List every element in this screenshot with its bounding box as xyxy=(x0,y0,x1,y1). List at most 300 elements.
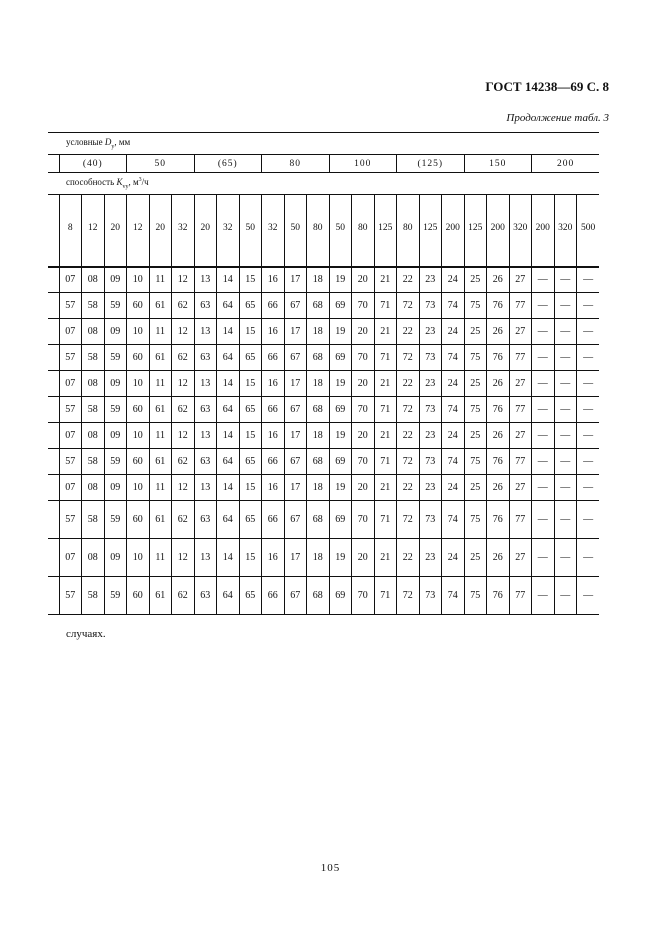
table-cell: 26 xyxy=(487,371,510,397)
table-cell: 13 xyxy=(194,423,217,449)
table-cell: 61 xyxy=(149,345,172,371)
table-row xyxy=(48,371,599,397)
dn-label-row xyxy=(48,133,599,155)
table-cell: 59 xyxy=(104,345,127,371)
table-cell: 71 xyxy=(374,449,397,475)
kv-value-header: 12 xyxy=(82,195,105,262)
table-cell: — xyxy=(577,293,600,319)
table-cell: — xyxy=(554,371,577,397)
table-cell: — xyxy=(554,501,577,539)
table-cell: 14 xyxy=(217,319,240,345)
table-cell: — xyxy=(577,319,600,345)
table-cell: — xyxy=(554,423,577,449)
table-cell: 16 xyxy=(262,267,285,293)
table-cell: 70 xyxy=(352,293,375,319)
table-cell: 57 xyxy=(59,293,82,319)
table-cell: 57 xyxy=(59,345,82,371)
table-cell: 15 xyxy=(239,371,262,397)
table-cell: — xyxy=(554,267,577,293)
table-cell: 66 xyxy=(262,397,285,423)
kv-value-header: 50 xyxy=(239,195,262,262)
table-cell: — xyxy=(554,345,577,371)
kv-value-header: 80 xyxy=(352,195,375,262)
table-cell: 66 xyxy=(262,293,285,319)
table-cell: 70 xyxy=(352,501,375,539)
table-cell: 64 xyxy=(217,449,240,475)
table-cell: 14 xyxy=(217,371,240,397)
table-cell: — xyxy=(577,371,600,397)
table-row xyxy=(48,577,599,615)
table-cell: 68 xyxy=(307,293,330,319)
table-cell: 11 xyxy=(149,267,172,293)
table-cell: 20 xyxy=(352,371,375,397)
table-cell: 22 xyxy=(397,423,420,449)
table-cell: 69 xyxy=(329,293,352,319)
table-cell: 20 xyxy=(352,267,375,293)
table-cell: 74 xyxy=(442,345,465,371)
table-cell: 65 xyxy=(239,293,262,319)
kv-value-header: 20 xyxy=(104,195,127,262)
table-cell: — xyxy=(532,539,555,577)
table-cell: 20 xyxy=(352,475,375,501)
table-cell: 63 xyxy=(194,345,217,371)
table-cell: 11 xyxy=(149,423,172,449)
table-cell: 25 xyxy=(464,267,487,293)
table-cell: 72 xyxy=(397,397,420,423)
table-cell: 12 xyxy=(172,423,195,449)
table-cell: 17 xyxy=(284,371,307,397)
table-cell: 16 xyxy=(262,423,285,449)
table-cell: 67 xyxy=(284,449,307,475)
table-cell: 75 xyxy=(464,397,487,423)
table-cell: 09 xyxy=(104,267,127,293)
table-cell: 64 xyxy=(217,293,240,319)
table-cell: 61 xyxy=(149,449,172,475)
table-cell: 26 xyxy=(487,475,510,501)
dn-group-header: (65) xyxy=(194,155,262,173)
table-cell: 15 xyxy=(239,475,262,501)
valve-code-table xyxy=(48,132,599,615)
table-cell: — xyxy=(577,423,600,449)
kv-label: способность $K_{vy}$, $м^3/ч$ xyxy=(66,177,149,190)
table-cell: 74 xyxy=(442,577,465,615)
table-cell: 63 xyxy=(194,293,217,319)
table-cell: 60 xyxy=(127,345,150,371)
table-cell: 62 xyxy=(172,449,195,475)
table-cell: 19 xyxy=(329,423,352,449)
table-cell: 08 xyxy=(82,423,105,449)
table-cell: 19 xyxy=(329,371,352,397)
table-cell: 17 xyxy=(284,267,307,293)
table-cell: 60 xyxy=(127,449,150,475)
table-cell: 07 xyxy=(59,423,82,449)
table-cell: — xyxy=(532,449,555,475)
table-cell: 21 xyxy=(374,371,397,397)
dn-group-header: 100 xyxy=(329,155,397,173)
table-cell: 61 xyxy=(149,293,172,319)
table-cell: 08 xyxy=(82,539,105,577)
table-cell: — xyxy=(554,475,577,501)
table-cell: — xyxy=(577,475,600,501)
table-cell: 71 xyxy=(374,293,397,319)
table-cell: — xyxy=(577,345,600,371)
dn-group-header: 150 xyxy=(464,155,532,173)
table-cell: 71 xyxy=(374,501,397,539)
table-cell: 72 xyxy=(397,501,420,539)
table-cell: 15 xyxy=(239,539,262,577)
table-cell: 12 xyxy=(172,319,195,345)
table-cell: 16 xyxy=(262,371,285,397)
table-cell: 22 xyxy=(397,319,420,345)
table-cell: 27 xyxy=(509,371,532,397)
table-cell: 64 xyxy=(217,397,240,423)
table-cell: 11 xyxy=(149,475,172,501)
table-cell: 10 xyxy=(127,475,150,501)
table-cell: 09 xyxy=(104,539,127,577)
table-cell: 13 xyxy=(194,267,217,293)
table-row xyxy=(48,293,599,319)
table-cell: 13 xyxy=(194,319,217,345)
table-cell: 21 xyxy=(374,319,397,345)
table-cell: 20 xyxy=(352,539,375,577)
table-cell: 15 xyxy=(239,319,262,345)
table-cell: 18 xyxy=(307,423,330,449)
table-cell: 19 xyxy=(329,539,352,577)
dn-group-header: 200 xyxy=(532,155,600,173)
table-cell: 72 xyxy=(397,577,420,615)
table-row xyxy=(48,267,599,293)
table-cell: 58 xyxy=(82,577,105,615)
page-number: 105 xyxy=(320,862,341,874)
table-cell: 68 xyxy=(307,345,330,371)
table-cell: 70 xyxy=(352,397,375,423)
table-cell: 19 xyxy=(329,267,352,293)
table-cell: 12 xyxy=(172,475,195,501)
table-cell: 20 xyxy=(352,423,375,449)
kv-value-header: 50 xyxy=(329,195,352,262)
table-cell: 69 xyxy=(329,345,352,371)
table-cell: 14 xyxy=(217,539,240,577)
table-cell: — xyxy=(532,475,555,501)
table-cell: 07 xyxy=(59,319,82,345)
table-cell: 22 xyxy=(397,475,420,501)
table-cell: 27 xyxy=(509,423,532,449)
table-cell: 57 xyxy=(59,501,82,539)
table-cell: 26 xyxy=(487,267,510,293)
table-cell: 71 xyxy=(374,577,397,615)
kv-value-header: 8 xyxy=(59,195,82,262)
table-cell: 68 xyxy=(307,577,330,615)
table-cell: 18 xyxy=(307,371,330,397)
table-cell: 73 xyxy=(419,345,442,371)
table-cell: 69 xyxy=(329,577,352,615)
table-cell: 76 xyxy=(487,501,510,539)
table-cell: 69 xyxy=(329,501,352,539)
table-cell: 15 xyxy=(239,423,262,449)
page-header: ГОСТ 14238—69 С. 8 xyxy=(485,79,609,94)
table-cell: 26 xyxy=(487,423,510,449)
table-cell: 75 xyxy=(464,501,487,539)
kv-label-row xyxy=(48,173,599,195)
table-cell: 18 xyxy=(307,319,330,345)
table-cell: 24 xyxy=(442,267,465,293)
kv-value-header: 20 xyxy=(194,195,217,262)
table-row xyxy=(48,501,599,539)
table-cell: 76 xyxy=(487,449,510,475)
kv-value-header: 32 xyxy=(172,195,195,262)
table-cell: 75 xyxy=(464,293,487,319)
table-cell: 71 xyxy=(374,397,397,423)
table-cell: 60 xyxy=(127,293,150,319)
table-cell: 12 xyxy=(172,267,195,293)
table-cell: — xyxy=(577,397,600,423)
table-cell: 69 xyxy=(329,397,352,423)
table-cell: 14 xyxy=(217,423,240,449)
table-row xyxy=(48,539,599,577)
table-cell: 60 xyxy=(127,501,150,539)
table-cell: 15 xyxy=(239,267,262,293)
table-cell: 59 xyxy=(104,293,127,319)
kv-value-header: 500 xyxy=(577,195,600,262)
table-cell: — xyxy=(532,501,555,539)
kv-value-header: 200 xyxy=(442,195,465,262)
table-cell: 10 xyxy=(127,371,150,397)
table-cell: 16 xyxy=(262,319,285,345)
table-cell: 24 xyxy=(442,475,465,501)
table-cell: 17 xyxy=(284,539,307,577)
table-cell: 75 xyxy=(464,577,487,615)
kv-value-header: 32 xyxy=(262,195,285,262)
dn-group-header: (125) xyxy=(397,155,465,173)
table-cell: 09 xyxy=(104,475,127,501)
table-cell: 25 xyxy=(464,319,487,345)
table-cell: 67 xyxy=(284,397,307,423)
dn-group-header: 50 xyxy=(127,155,195,173)
table-cell: 24 xyxy=(442,423,465,449)
table-cell: 70 xyxy=(352,345,375,371)
table-cell: 57 xyxy=(59,397,82,423)
table-cell: 25 xyxy=(464,539,487,577)
table-cell: 67 xyxy=(284,293,307,319)
table-cell: 77 xyxy=(509,449,532,475)
table-cell: 09 xyxy=(104,423,127,449)
table-cell: — xyxy=(554,539,577,577)
table-cell: 25 xyxy=(464,371,487,397)
table-cell: 65 xyxy=(239,397,262,423)
table-cell: 24 xyxy=(442,319,465,345)
table-cell: 67 xyxy=(284,501,307,539)
table-cell: — xyxy=(532,319,555,345)
table-cell: 63 xyxy=(194,397,217,423)
kv-value-header: 80 xyxy=(307,195,330,262)
kv-value-header: 12 xyxy=(127,195,150,262)
table-cell: — xyxy=(532,577,555,615)
table-cell: 07 xyxy=(59,267,82,293)
table-cell: 12 xyxy=(172,539,195,577)
table-cell: 67 xyxy=(284,577,307,615)
table-cell: 59 xyxy=(104,501,127,539)
table-cell: 72 xyxy=(397,293,420,319)
table-cell: 21 xyxy=(374,475,397,501)
table-cell: — xyxy=(554,397,577,423)
table-cell: 61 xyxy=(149,501,172,539)
table-cell: — xyxy=(577,539,600,577)
table-cell: 21 xyxy=(374,267,397,293)
table-cell: — xyxy=(532,371,555,397)
table-cell: 65 xyxy=(239,345,262,371)
table-cell: 14 xyxy=(217,267,240,293)
table-cell: 17 xyxy=(284,319,307,345)
table-cell: 74 xyxy=(442,293,465,319)
table-cell: 65 xyxy=(239,501,262,539)
table-cell: 62 xyxy=(172,293,195,319)
table-cell: 62 xyxy=(172,345,195,371)
table-cell: 19 xyxy=(329,319,352,345)
table-cell: 64 xyxy=(217,501,240,539)
table-cell: 77 xyxy=(509,501,532,539)
table-cell: 27 xyxy=(509,475,532,501)
table-row xyxy=(48,345,599,371)
table-cell: 18 xyxy=(307,267,330,293)
table-cell: 74 xyxy=(442,501,465,539)
table-cell: 07 xyxy=(59,475,82,501)
kv-value-header: 125 xyxy=(419,195,442,262)
table-cell: — xyxy=(554,319,577,345)
kv-value-header: 125 xyxy=(374,195,397,262)
table-cell: 58 xyxy=(82,501,105,539)
table-cell: — xyxy=(554,293,577,319)
table-cell: 76 xyxy=(487,345,510,371)
table-cell: 58 xyxy=(82,293,105,319)
dn-label: условные $D_y$, мм xyxy=(66,137,131,150)
kv-value-header: 200 xyxy=(532,195,555,262)
table-cell: 14 xyxy=(217,475,240,501)
kv-value-header: 320 xyxy=(554,195,577,262)
table-cell: 58 xyxy=(82,397,105,423)
table-cell: 23 xyxy=(419,267,442,293)
table-cell: 10 xyxy=(127,267,150,293)
table-cell: 75 xyxy=(464,449,487,475)
table-cell: 20 xyxy=(352,319,375,345)
table-cell: 09 xyxy=(104,371,127,397)
table-cell: — xyxy=(577,577,600,615)
table-cell: 62 xyxy=(172,397,195,423)
table-cell: 73 xyxy=(419,293,442,319)
table-cell: 21 xyxy=(374,423,397,449)
table-cell: 10 xyxy=(127,319,150,345)
table-cell: — xyxy=(577,267,600,293)
table-cell: 69 xyxy=(329,449,352,475)
table-cell: 60 xyxy=(127,577,150,615)
table-cell: 13 xyxy=(194,475,217,501)
table-cell: 73 xyxy=(419,501,442,539)
table-cell: 57 xyxy=(59,577,82,615)
table-cell: 23 xyxy=(419,539,442,577)
table-cell: 16 xyxy=(262,475,285,501)
table-row xyxy=(48,449,599,475)
table-cell: 76 xyxy=(487,397,510,423)
table-cell: 08 xyxy=(82,475,105,501)
table-cell: 64 xyxy=(217,345,240,371)
dn-group-header: (40) xyxy=(59,155,127,173)
table-cell: 66 xyxy=(262,345,285,371)
table-cell: 68 xyxy=(307,501,330,539)
table-cell: 67 xyxy=(284,345,307,371)
table-cell: 17 xyxy=(284,475,307,501)
table-continuation-label: Продолжение табл. 3 xyxy=(506,112,609,124)
table-cell: 26 xyxy=(487,539,510,577)
table-cell: 09 xyxy=(104,319,127,345)
table-cell: 11 xyxy=(149,319,172,345)
table-cell: 13 xyxy=(194,371,217,397)
table-cell: 59 xyxy=(104,397,127,423)
table-cell: 60 xyxy=(127,397,150,423)
table-cell: 72 xyxy=(397,345,420,371)
table-cell: — xyxy=(577,449,600,475)
table-cell: 08 xyxy=(82,371,105,397)
table-cell: 23 xyxy=(419,371,442,397)
table-cell: 11 xyxy=(149,371,172,397)
table-cell: 07 xyxy=(59,371,82,397)
table-row xyxy=(48,319,599,345)
table-cell: 18 xyxy=(307,475,330,501)
table-cell: 58 xyxy=(82,345,105,371)
kv-value-header: 20 xyxy=(149,195,172,262)
table-cell: 59 xyxy=(104,577,127,615)
table-cell: 22 xyxy=(397,371,420,397)
table-cell: 24 xyxy=(442,539,465,577)
table-cell: 27 xyxy=(509,539,532,577)
kv-value-header: 320 xyxy=(509,195,532,262)
table-cell: 62 xyxy=(172,577,195,615)
table-cell: 65 xyxy=(239,577,262,615)
table-cell: 26 xyxy=(487,319,510,345)
table-cell: 27 xyxy=(509,319,532,345)
table-cell: 25 xyxy=(464,475,487,501)
table-cell: 63 xyxy=(194,501,217,539)
table-cell: 24 xyxy=(442,371,465,397)
table-cell: 61 xyxy=(149,577,172,615)
table-cell: — xyxy=(532,397,555,423)
table-cell: 19 xyxy=(329,475,352,501)
table-cell: 75 xyxy=(464,345,487,371)
kv-value-header: 32 xyxy=(217,195,240,262)
table-cell: 68 xyxy=(307,397,330,423)
table-cell: 74 xyxy=(442,449,465,475)
table-cell: 64 xyxy=(217,577,240,615)
table-row xyxy=(48,423,599,449)
table-cell: — xyxy=(532,293,555,319)
table-cell: 08 xyxy=(82,319,105,345)
table-cell: 71 xyxy=(374,345,397,371)
table-cell: 23 xyxy=(419,423,442,449)
kv-values-row xyxy=(48,195,599,262)
table-cell: 76 xyxy=(487,293,510,319)
table-cell: 66 xyxy=(262,501,285,539)
table-cell: 68 xyxy=(307,449,330,475)
table-cell: — xyxy=(554,449,577,475)
table-cell: 66 xyxy=(262,577,285,615)
table-cell: 10 xyxy=(127,539,150,577)
table-cell: 77 xyxy=(509,345,532,371)
table-cell: 65 xyxy=(239,449,262,475)
table-cell: 16 xyxy=(262,539,285,577)
kv-value-header: 125 xyxy=(464,195,487,262)
table-cell: 17 xyxy=(284,423,307,449)
table-cell: — xyxy=(532,345,555,371)
table-cell: 66 xyxy=(262,449,285,475)
table-cell: 72 xyxy=(397,449,420,475)
